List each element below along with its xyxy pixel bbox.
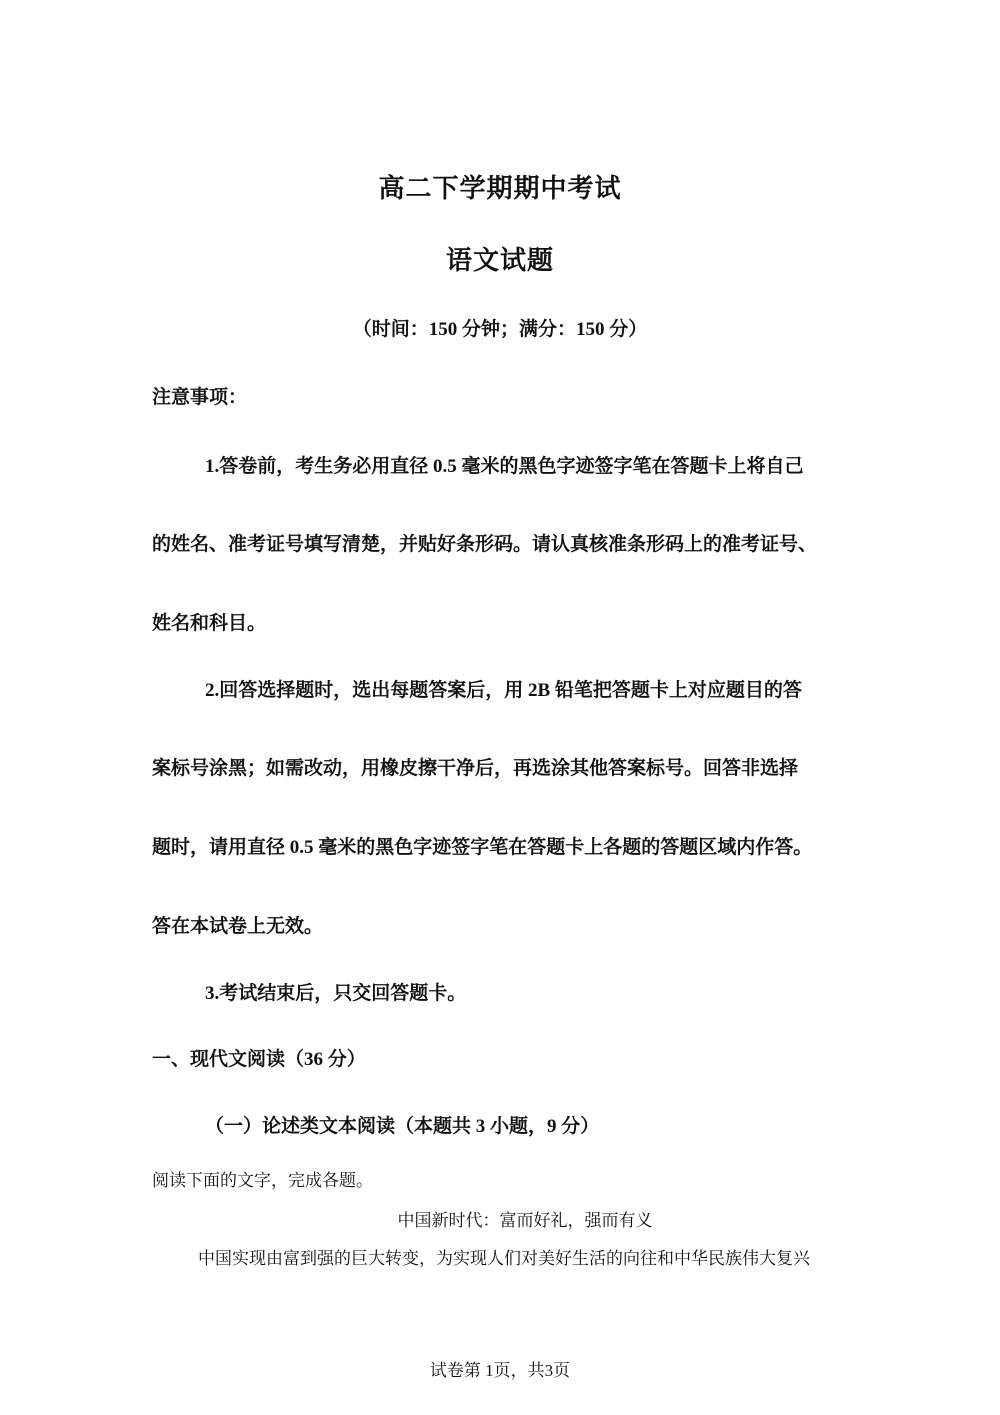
notes-line: 3.考试结束后，只交回答题卡。 (205, 983, 467, 1004)
notes-line: 题时，请用直径 0.5 毫米的黑色字迹签字笔在答题卡上各题的答题区域内作答。 (152, 837, 813, 858)
exam-title: 高二下学期期中考试 (378, 174, 622, 203)
notes-line: 案标号涂黑；如需改动，用橡皮擦干净后，再选涂其他答案标号。回答非选择 (152, 758, 799, 779)
page-footer: 试卷第 1页，共3页 (429, 1361, 571, 1380)
subject-title: 语文试题 (445, 246, 554, 275)
section-heading: 一、现代文阅读（36 分） (152, 1049, 366, 1070)
reading-instruction: 阅读下面的文字，完成各题。 (152, 1171, 373, 1191)
notes-line: 1.答卷前，考生务必用直径 0.5 毫米的黑色字迹签字笔在答题卡上将自己 (205, 456, 804, 477)
notes-line: 答在本试卷上无效。 (152, 916, 324, 937)
article-title: 中国新时代：富而好礼，强而有义 (397, 1211, 653, 1231)
notes-line: 的姓名、准考证号填写清楚，并贴好条形码。请认真核准条形码上的准考证号、 (152, 534, 818, 555)
notes-heading: 注意事项： (152, 387, 248, 408)
section-subheading: （一）论述类文本阅读（本题共 3 小题，9 分） (205, 1116, 600, 1137)
article-paragraph: 中国实现由富到强的巨大转变，为实现人们对美好生活的向往和中华民族伟大复兴 (198, 1249, 810, 1269)
notes-line: 姓名和科目。 (152, 613, 267, 634)
exam-info: （时间：150 分钟；满分：150 分） (352, 319, 648, 340)
notes-line: 2.回答选择题时，选出每题答案后，用 2B 铅笔把答题卡上对应题目的答 (205, 680, 802, 701)
